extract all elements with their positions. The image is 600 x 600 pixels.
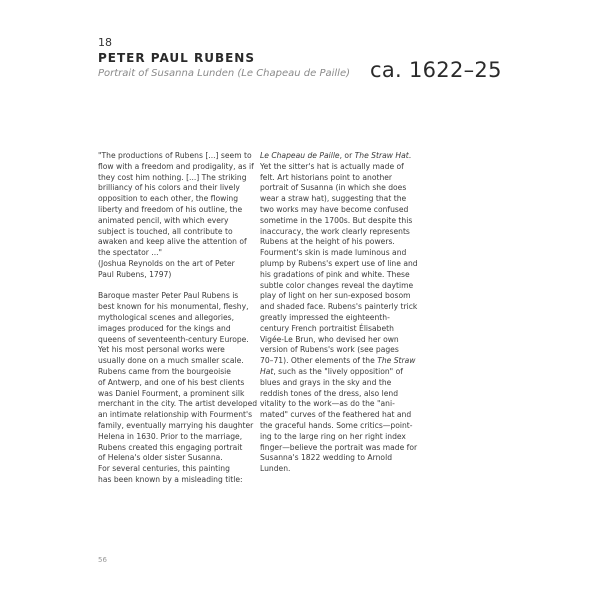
body-line: version of Rubens's work (see pages xyxy=(260,345,399,355)
body-line: ing to the large ring on her right index xyxy=(260,431,406,441)
body-line: queens of seventeenth-century Europe. xyxy=(98,334,249,344)
body-line: Yet his most personal works were xyxy=(98,345,225,355)
work-date: ca. 1622–25 xyxy=(370,58,502,82)
body-line: finger—believe the portrait was made for xyxy=(260,442,418,452)
quote-line: brilliancy of his colors and their lively xyxy=(98,183,240,193)
body-line: and shaded face. Rubens's painterly trick xyxy=(260,302,418,312)
quote-line: opposition to each other, the flowing xyxy=(98,194,239,204)
body-line: his gradations of pink and white. These xyxy=(260,269,410,279)
body-line: Rubens at the height of his powers. xyxy=(260,237,395,247)
body-line: plump by Rubens's expert use of line and xyxy=(260,258,418,268)
body-paragraph xyxy=(98,291,262,485)
body-line: Lunden. xyxy=(260,464,291,474)
body-line: portrait of Susanna (in which she does xyxy=(260,183,407,193)
body-line: an intimate relationship with Fourment's xyxy=(98,410,253,420)
entry-number: 18 xyxy=(98,36,112,49)
body-line: subtle color changes reveal the daytime xyxy=(260,280,414,290)
italic-title: Hat xyxy=(260,366,274,376)
body-line: Helena in 1630. Prior to the marriage, xyxy=(98,431,243,441)
body-line: inaccuracy, the work clearly represents xyxy=(260,226,410,236)
body-line xyxy=(260,356,424,367)
body-line: blues and grays in the sky and the xyxy=(260,377,392,387)
body-line: Susanna's 1822 wedding to Arnold xyxy=(260,453,393,463)
body-line: century French portraitist Élisabeth xyxy=(260,323,394,333)
quote-line: awaken and keep alive the attention of xyxy=(98,237,247,247)
artist-name: PETER PAUL RUBENS xyxy=(98,51,255,65)
body-line: mated" curves of the feathered hat and xyxy=(260,410,412,420)
body-line: of Antwerp, and one of his best clients xyxy=(98,377,245,387)
body-line: For several centuries, this painting xyxy=(98,464,230,474)
body-line: the graceful hands. Some critics—point- xyxy=(260,420,413,430)
body-line: best known for his monumental, fleshy, xyxy=(98,302,249,312)
body-line: play of light on her sun-exposed bosom xyxy=(260,291,411,301)
body-line: greatly impressed the eighteenth- xyxy=(260,312,390,322)
body-line: reddish tones of the dress, also lend xyxy=(260,388,399,398)
reynolds-quote xyxy=(98,151,262,281)
body-text: 70–71). Other elements of the xyxy=(260,356,378,366)
work-title: Portrait of Susanna Lunden (Le Chapeau de Paille) xyxy=(98,68,351,79)
left-column xyxy=(98,151,262,486)
body-line: Vigée-Le Brun, who devised her own xyxy=(260,334,399,344)
body-line: has been known by a misleading title: xyxy=(98,474,243,484)
body-line: Baroque master Peter Paul Rubens is xyxy=(98,291,239,301)
quote-line: the spectator ..." xyxy=(98,248,163,258)
body-line: usually done on a much smaller scale. xyxy=(98,356,244,366)
body-line xyxy=(260,367,424,378)
body-text: , such as the "lively opposition" of xyxy=(273,366,403,376)
body-line: merchant in the city. The artist developed xyxy=(98,399,258,409)
body-line: images produced for the kings and xyxy=(98,323,231,333)
quote-line: liberty and freedom of his outline, the xyxy=(98,204,243,214)
body-line: sometime in the 1700s. But despite this xyxy=(260,215,413,225)
quote-line: they cost him nothing. [...] The striking xyxy=(98,172,247,182)
body-line: family, eventually marrying his daughter xyxy=(98,420,254,430)
italic-title: The Straw xyxy=(377,356,416,366)
body-line: vitality to the work—as do the "ani- xyxy=(260,399,395,409)
italic-title: The Straw Hat xyxy=(354,151,409,160)
paragraph-gap xyxy=(98,281,262,292)
body-line: Fourment's skin is made luminous and xyxy=(260,248,407,258)
quote-line: "The productions of Rubens [...] seem to xyxy=(98,151,252,160)
body-line xyxy=(260,151,424,162)
right-column xyxy=(260,151,424,475)
quote-line: flow with a freedom and prodigality, as if xyxy=(98,161,254,171)
body-line: wear a straw hat), suggesting that the xyxy=(260,194,407,204)
quote-attribution-line: (Joshua Reynolds on the art of Peter xyxy=(98,258,235,268)
quote-attribution-line: Paul Rubens, 1797) xyxy=(98,269,172,279)
body-line: felt. Art historians point to another xyxy=(260,172,393,182)
body-line: mythological scenes and allegories, xyxy=(98,312,235,322)
body-line: two works may have become confused xyxy=(260,204,409,214)
body-line: of Helena's older sister Susanna. xyxy=(98,453,223,463)
body-text: , or xyxy=(339,151,355,160)
italic-title: Le Chapeau de Paille xyxy=(260,151,340,160)
quote-line: animated pencil, with which every xyxy=(98,215,229,225)
body-text: . xyxy=(408,151,412,160)
page-number: 56 xyxy=(98,556,107,564)
body-line: Rubens created this engaging portrait xyxy=(98,442,243,452)
quote-line: subject is touched, all contribute to xyxy=(98,226,233,236)
body-line: Yet the sitter's hat is actually made of xyxy=(260,161,404,171)
body-line: was Daniel Fourment, a prominent silk xyxy=(98,388,245,398)
body-line: Rubens came from the bourgeoisie xyxy=(98,366,231,376)
